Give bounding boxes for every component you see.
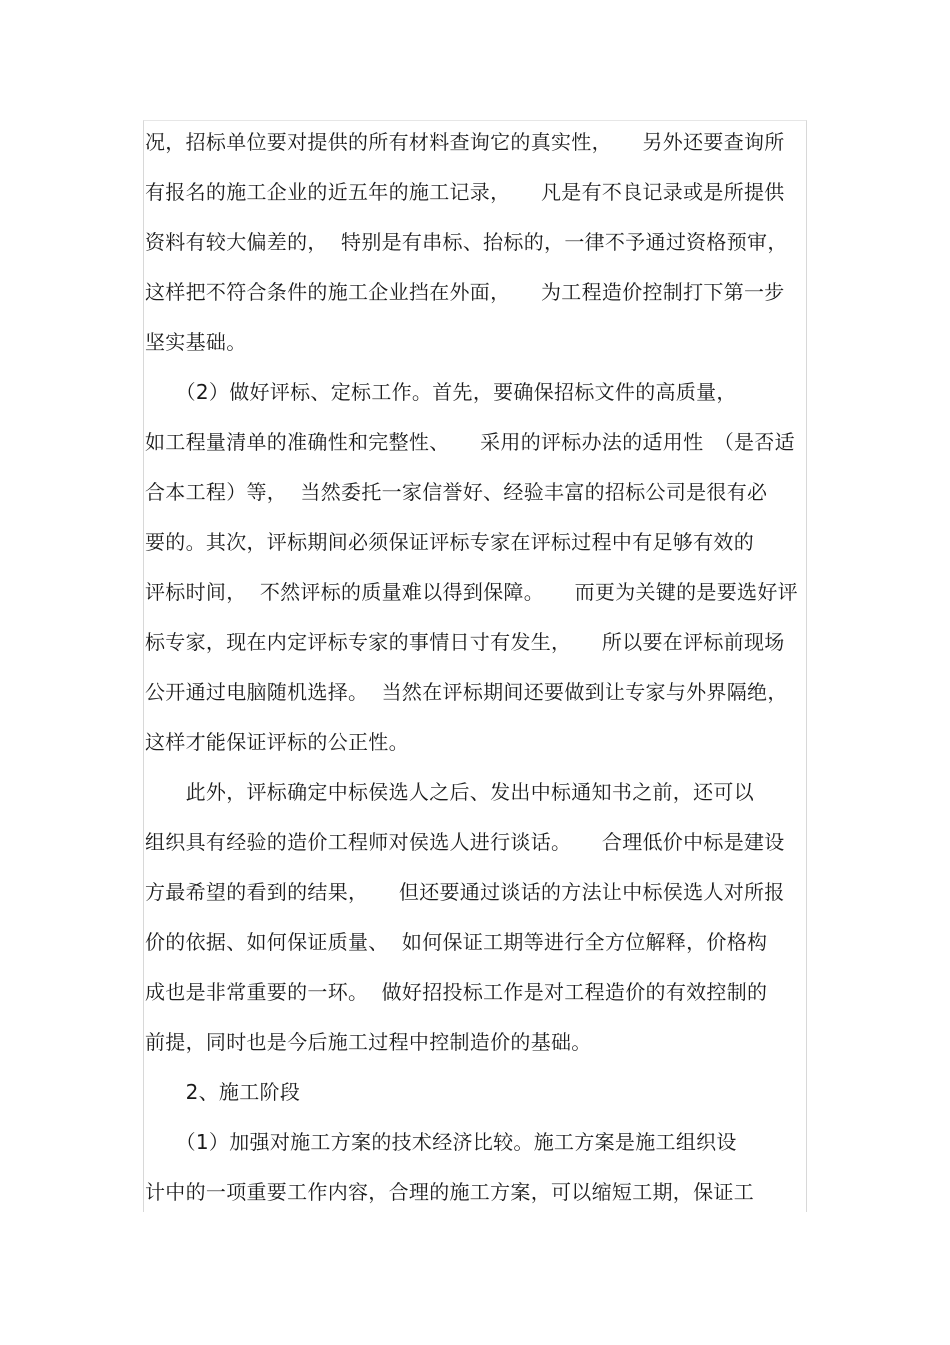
text-line: 合本工程）等， 当然委托一家信誉好、经验丰富的招标公司是很有必 bbox=[145, 480, 768, 504]
text-line: 成也是非常重要的一环。 做好招投标工作是对工程造价的有效控制的 bbox=[145, 980, 768, 1004]
text-line: 况，招标单位要对提供的所有材料查询它的真实性， 另外还要查询所 bbox=[145, 130, 785, 154]
text-line: 要的。其次，评标期间必须保证评标专家在评标过程中有足够有效的 bbox=[145, 530, 754, 554]
text-line: 公开通过电脑随机选择。 当然在评标期间还要做到让专家与外界隔绝， bbox=[145, 680, 788, 704]
text-line: （2）做好评标、定标工作。首先，要确保招标文件的高质量， bbox=[145, 380, 737, 404]
text-line: 组织具有经验的造价工程师对侯选人进行谈话。 合理低价中标是建设 bbox=[145, 830, 785, 854]
text-line: 评标时间， 不然评标的质量难以得到保障。 而更为关键的是要选好评 bbox=[145, 580, 798, 604]
text-line: 价的依据、如何保证质量、 如何保证工期等进行全方位解释，价格构 bbox=[145, 930, 768, 954]
text-line: 标专家，现在内定评标专家的事情日寸有发生， 所以要在评标前现场 bbox=[145, 630, 785, 654]
text-line: 资料有较大偏差的， 特别是有串标、抬标的，一律不予通过资格预审， bbox=[145, 230, 788, 254]
text-line: 前提，同时也是今后施工过程中控制造价的基础。 bbox=[145, 1030, 592, 1054]
text-line: 2、施工阶段 bbox=[145, 1080, 301, 1104]
text-line: 坚实基础。 bbox=[145, 330, 247, 354]
text-line: 计中的一项重要工作内容，合理的施工方案，可以缩短工期，保证工 bbox=[145, 1180, 754, 1204]
text-line: 此外，评标确定中标侯选人之后、发出中标通知书之前，还可以 bbox=[145, 780, 754, 804]
text-line: 有报名的施工企业的近五年的施工记录， 凡是有不良记录或是所提供 bbox=[145, 180, 785, 204]
text-line: （1）加强对施工方案的技术经济比较。施工方案是施工组织设 bbox=[145, 1130, 737, 1154]
text-line: 这样把不符合条件的施工企业挡在外面， 为工程造价控制打下第一步 bbox=[145, 280, 785, 304]
text-line: 这样才能保证评标的公正性。 bbox=[145, 730, 409, 754]
text-line: 如工程量清单的准确性和完整性、 采用的评标办法的适用性 （是否适 bbox=[145, 430, 795, 454]
document-body bbox=[145, 117, 805, 1217]
text-line: 方最希望的看到的结果， 但还要通过谈话的方法让中标侯选人对所报 bbox=[145, 880, 785, 904]
